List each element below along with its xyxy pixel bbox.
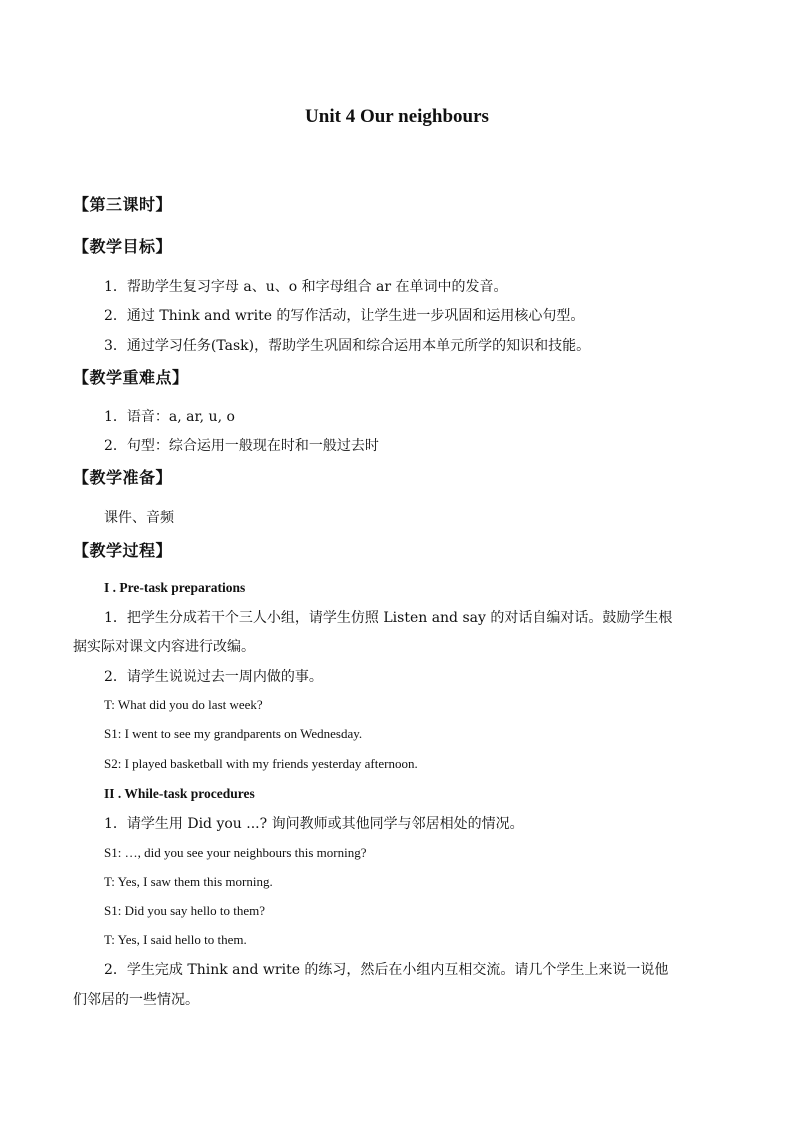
section-lesson-heading: 【第三课时】 — [73, 195, 173, 214]
pre-task-item-2: 2．请学生说说过去一周内做的事。 — [104, 669, 323, 685]
pre-task-title: I . Pre-task preparations — [104, 580, 246, 595]
dialog-line: T: Yes, I saw them this morning. — [104, 874, 273, 889]
pre-task-item-1-line-2: 据实际对课文内容进行改编。 — [73, 639, 255, 655]
objective-item-1: 1．帮助学生复习字母 a、u、o 和字母组合 ar 在单词中的发音。 — [104, 279, 508, 295]
section-preparation-heading: 【教学准备】 — [73, 468, 173, 487]
section-process-heading: 【教学过程】 — [73, 541, 173, 560]
while-task-title: II . While-task procedures — [104, 786, 255, 801]
objective-item-2: 2．通过 Think and write 的写作活动，让学生进一步巩固和运用核心句型。 — [104, 308, 585, 324]
preparation-text: 课件、音频 — [104, 510, 174, 526]
document-title: Unit 4 Our neighbours — [305, 106, 489, 127]
dialog-line: S1: …, did you see your neighbours this morning? — [104, 845, 367, 860]
section-key-points-heading: 【教学重难点】 — [73, 368, 189, 387]
dialog-line: T: Yes, I said hello to them. — [104, 932, 247, 947]
dialog-line: T: What did you do last week? — [104, 697, 263, 712]
while-task-item-2-line-2: 们邻居的一些情况。 — [73, 992, 199, 1008]
pre-task-item-1-line-1: 1．把学生分成若干个三人小组，请学生仿照 Listen and say 的对话自编对话。鼓励学生根 — [104, 610, 673, 626]
key-point-item-2: 2．句型：综合运用一般现在时和一般过去时 — [104, 438, 379, 454]
key-point-item-1: 1．语音：a, ar, u, o — [104, 409, 235, 425]
dialog-line: S1: I went to see my grandparents on Wednesday. — [104, 726, 363, 741]
dialog-line: S1: Did you say hello to them? — [104, 903, 266, 918]
section-objectives-heading: 【教学目标】 — [73, 237, 173, 256]
while-task-item-2-line-1: 2．学生完成 Think and write 的练习，然后在小组内互相交流。请几个学生上来说一说他 — [104, 962, 669, 978]
objective-item-3: 3．通过学习任务(Task)，帮助学生巩固和综合运用本单元所学的知识和技能。 — [104, 338, 591, 354]
while-task-item-1: 1．请学生用 Did you ...? 询问教师或其他同学与邻居相处的情况。 — [104, 816, 524, 832]
dialog-line: S2: I played basketball with my friends yesterday afternoon. — [104, 756, 418, 771]
